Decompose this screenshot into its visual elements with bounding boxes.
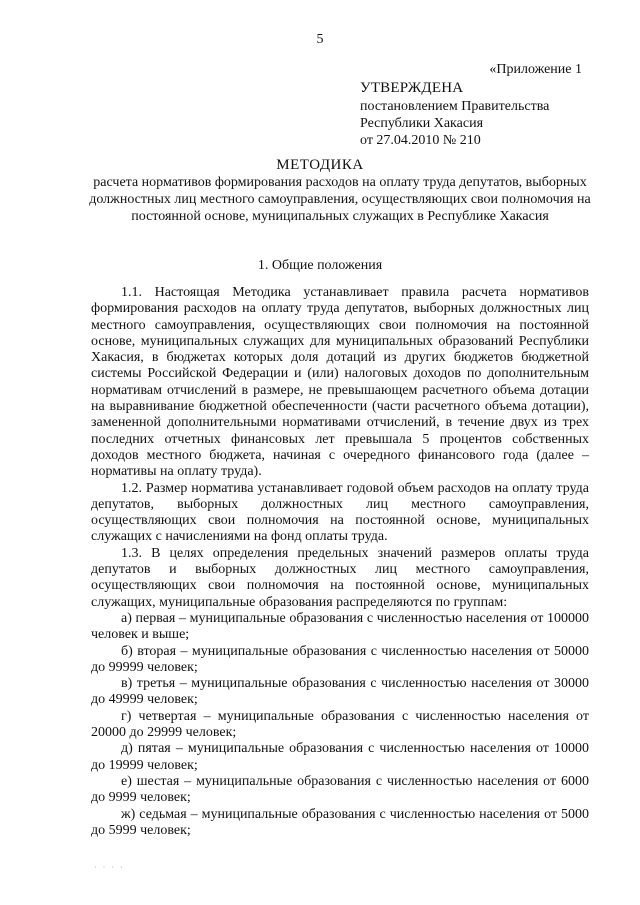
- approval-title: УТВЕРЖДЕНА: [360, 80, 464, 96]
- section-title: 1. Общие положения: [257, 258, 383, 273]
- document-title: МЕТОДИКА: [276, 157, 364, 173]
- list-item: г) четвертая – муниципальные образования с численностью населения от 20000 до 29999 человек;: [91, 708, 589, 741]
- appendix-label: «Приложение 1: [489, 62, 582, 77]
- list-item: ж) седьмая – муниципальные образования с численностью населения от 5000 до 5999 человек;: [91, 806, 589, 838]
- list-item: в) третья – муниципальные образования с численностью населения от 30000 до 49999 человек;: [91, 676, 589, 708]
- approval-line-3: от 27.04.2010 № 210: [360, 133, 481, 148]
- list-item: д) пятая – муниципальные образования с численностью населения от 10000 до 19999 человек;: [91, 741, 589, 773]
- paragraph-1-1: 1.1. Настоящая Методика устанавливает правила расчета нормативов формирования расходов на оплату труда депутатов, выборных должностных лиц местного самоуправления, осуществляющих свои полномочия на постоянной основе, муниципальных служащих для муниципальных образований Республики Хакасия, в бюджетах которых доля дотаций из других бюджетов бюджетной системы Российской Федерации и (или) налоговых доходов по дополнительным нормативам отчислений в размере, не превышающем расчетного объема дотации на выравнивание бюджетной обеспеченности (части расчетного объема дотации), замененной дополнительными нормативами отчислений, в течение двух из трех последних отчетных финансовых лет превышала 5 процентов собственных доходов местного бюджета, начиная с очередного финансового года (далее – нормативы на оплату труда).: [91, 285, 589, 480]
- document-subtitle: расчета нормативов формирования расходов на оплату труда депутатов, выборных должностных лиц местного самоуправления, осуществляющих свои полномочия на постоянной основе, муниципальных служащих в Республике Хакасия: [89, 175, 591, 224]
- approval-line-2: Республики Хакасия: [360, 116, 484, 131]
- page-number: 5: [316, 32, 324, 47]
- list-item: е) шестая – муниципальные образования с численностью населения от 6000 до 9999 человек;: [91, 773, 589, 806]
- list-item: а) первая – муниципальные образования с численностью населения от 100000 человек и выше;: [91, 610, 589, 643]
- list-item: б) вторая – муниципальные образования с численностью населения от 50000 до 99999 человек;: [91, 643, 589, 675]
- footer-scan-mark: · · · ·: [94, 863, 125, 872]
- paragraph-1-3: 1.3. В целях определения предельных значений размеров оплаты труда депутатов и выборных должностных лиц местного самоуправления, осуществляющих свои полномочия на постоянной основе, муниципальных служащих, муниципальные образования распределяются по группам:: [91, 545, 589, 610]
- approval-line-1: постановлением Правительства: [360, 99, 550, 114]
- approval-block: [360, 80, 549, 149]
- document-body: [91, 285, 589, 839]
- paragraph-1-2: 1.2. Размер норматива устанавливает годовой объем расходов на оплату труда депутатов, выборных должностных лиц местного самоуправления, осуществляющих свои полномочия на постоянной основе, муниципальных служащих с начислениями на фонд оплаты труда.: [91, 480, 589, 545]
